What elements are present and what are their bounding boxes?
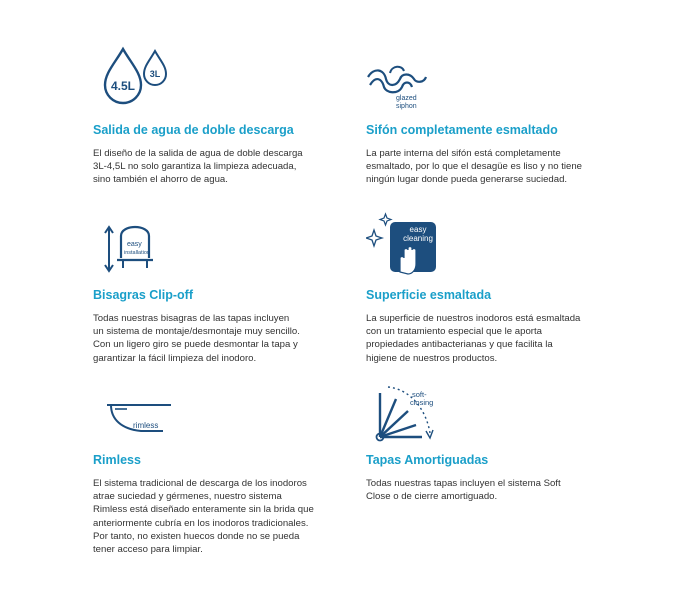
soft-closing-label-closing: closing	[410, 398, 434, 407]
siphon-label-glazed: glazed	[396, 95, 417, 102]
feature-description: Todas nuestras bisagras de las tapas incluyen un sistema de montaje/desmontaje muy sencillo. Con un ligero giro se puede desmontar la tapa y garantizar la fácil limpieza del inodoro.	[93, 313, 300, 364]
cleaning-label-cleaning: cleaning	[403, 234, 433, 243]
feature-title: Salida de agua de doble descarga	[93, 123, 294, 137]
feature-title: Bisagras Clip-off	[93, 288, 194, 302]
easy-cleaning-icon	[366, 210, 446, 280]
feature-title: Sifón completamente esmaltado	[366, 123, 558, 137]
drop-small-label: 3L	[149, 69, 161, 79]
feature-title: Rimless	[93, 453, 141, 467]
feature-title: Tapas Amortiguadas	[366, 453, 489, 467]
glazed-siphon-icon	[366, 57, 446, 117]
soft-closing-icon	[366, 375, 456, 445]
water-drops-icon	[99, 45, 189, 105]
installation-label-installation: installation	[124, 250, 150, 256]
feature-description: El diseño de la salida de agua de doble descarga 3L-4,5L no solo garantiza la limpieza adecuada, sino también el ahorro de agua.	[93, 148, 303, 186]
siphon-label-siphon: siphon	[396, 103, 417, 110]
rimless-label: rimless	[133, 421, 159, 430]
feature-description: La parte interna del sifón está completamente esmaltado, por lo que el desagüe es liso y no tiene ningún lugar donde pueda generarse suciedad.	[366, 148, 582, 186]
feature-description: Todas nuestras tapas incluyen el sistema Soft Close o de cierre amortiguado.	[366, 478, 561, 503]
easy-installation-icon	[103, 218, 173, 278]
rimless-icon	[101, 397, 181, 457]
soft-closing-label-soft: soft-	[412, 390, 427, 399]
feature-title: Superficie esmaltada	[366, 288, 492, 302]
feature-description: El sistema tradicional de descarga de los inodoros atrae suciedad y gérmenes, nuestro sistema Rimless está diseñado enteramente sin la brida que anteriormente cubría en los inodoros tradicionales. Por tanto, no existen huecos donde no se pueda tener acceso para limpiar.	[93, 478, 314, 556]
installation-label-easy: easy	[127, 241, 142, 248]
feature-description: La superficie de nuestros inodoros está esmaltada con un tratamiento especial que le aporta propiedades antibacterianas y que facilita la higiene de nuestros productos.	[366, 313, 581, 364]
drop-large-label: 4.5L	[110, 79, 136, 93]
cleaning-label-easy: easy	[409, 225, 427, 234]
